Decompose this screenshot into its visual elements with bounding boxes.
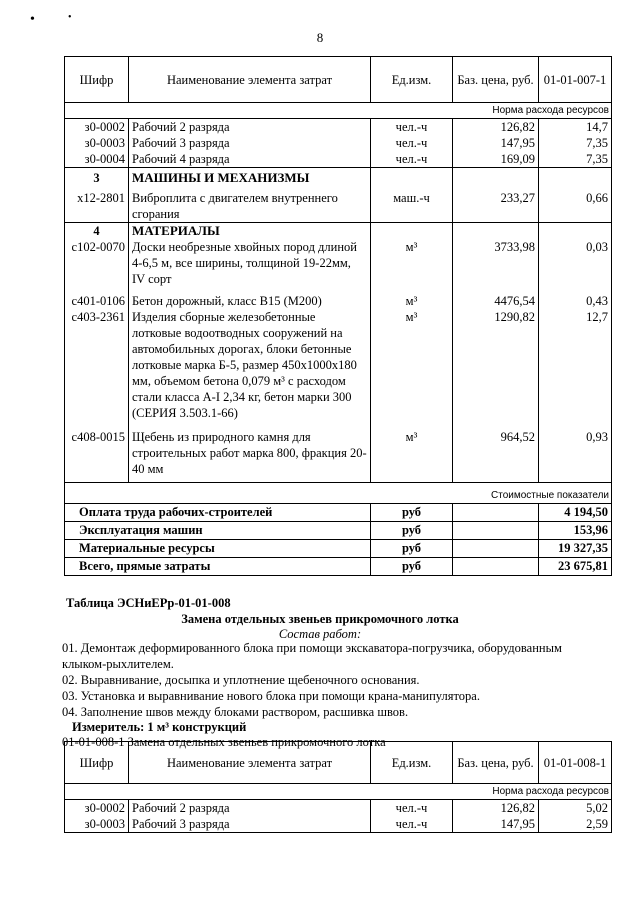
- header-name: Наименование элемента затрат: [129, 57, 371, 103]
- section-header-machines: 3 МАШИНЫ И МЕХАНИЗМЫ: [65, 168, 612, 187]
- table-row: с102-0070 Доски необрезные хвойных пород длиной 4-6,5 м, все ширины, толщиной 19-22мм, IV сорт м³ 3733,98 0,03: [65, 239, 612, 287]
- total-row: Материальные ресурсы руб 19 327,35: [65, 540, 612, 558]
- work-item: 01. Демонтаж деформированного блока при помощи экскаватора-погрузчика, оборудованным клыком-рыхлителем.: [62, 641, 562, 671]
- total-row: Эксплуатация машин руб 153,96: [65, 522, 612, 540]
- work-item: 04. Заполнение швов между блоками раствором, расшивка швов.: [62, 705, 409, 719]
- total-row: Оплата труда рабочих-строителей руб 4 194,50: [65, 504, 612, 522]
- table-row: з0-0002 Рабочий 2 разряда чел.-ч 126,82 14,7: [65, 119, 612, 136]
- table-row: з0-0002 Рабочий 2 разряда чел.-ч 126,82 5,02: [65, 800, 612, 817]
- table-subtitle: Замена отдельных звеньев прикромочного лотка: [181, 612, 459, 626]
- work-item: 03. Установка и выравнивание нового блока при помощи крана-манипулятора.: [62, 689, 480, 703]
- work-item: 02. Выравнивание, досыпка и уплотнение щебеночного основания.: [62, 673, 420, 687]
- header-code: Шифр: [65, 57, 129, 103]
- header-code: Шифр: [65, 742, 129, 784]
- norm-label: Норма расхода ресурсов: [65, 103, 612, 119]
- header-unit: Ед.изм.: [371, 57, 453, 103]
- code-line: 01-01-008-1 Замена отдельных звеньев прикромочного лотка: [62, 735, 386, 749]
- section-header-materials: 4 МАТЕРИАЛЫ: [65, 223, 612, 240]
- page-number: 8: [316, 30, 324, 45]
- works-title: Состав работ:: [278, 627, 362, 641]
- header-norm-code: 01-01-007-1: [539, 57, 612, 103]
- table-row: с403-2361 Изделия сборные железобетонные лотковые водоотводных сооружений на автомобильных дорогах, блоки бетонные лотковые марка Б-5, размер 450х1000х180 мм, объемом бетона 0,079 м³ с расходом стали класса А-I 2,34 кг, бетон марки 300 (СЕРИЯ 3.503.1-66) м³ 1290,82 12,7: [65, 309, 612, 421]
- resource-table-1: [64, 56, 612, 576]
- header-name: Наименование элемента затрат: [129, 742, 371, 784]
- norm-label: Норма расхода ресурсов: [65, 784, 612, 800]
- header-unit: Ед.изм.: [371, 742, 453, 784]
- header-price: Баз. цена, руб.: [453, 57, 539, 103]
- total-row: Всего, прямые затраты руб 23 675,81: [65, 558, 612, 576]
- table-title: Таблица ЭСНиЕРр-01-01-008: [66, 596, 231, 610]
- scan-mark: •: [68, 12, 72, 23]
- table-row: з0-0004 Рабочий 4 разряда чел.-ч 169,09 7,35: [65, 151, 612, 168]
- table-row: с401-0106 Бетон дорожный, класс В15 (М200) м³ 4476,54 0,43: [65, 287, 612, 309]
- table-row: х12-2801 Виброплита с двигателем внутреннего сгорания маш.-ч 233,27 0,66: [65, 186, 612, 223]
- resource-table-2: [64, 741, 612, 833]
- cost-label: Стоимостные показатели: [65, 483, 612, 504]
- table-row: с408-0015 Щебень из природного камня для строительных работ марка 800, фракция 20-40 мм м³ 964,52 0,93: [65, 421, 612, 483]
- table-row: з0-0003 Рабочий 3 разряда чел.-ч 147,95 7,35: [65, 135, 612, 151]
- scan-mark: •: [30, 12, 35, 27]
- header-price: Баз. цена, руб.: [453, 742, 539, 784]
- meter: Измеритель: 1 м³ конструкций: [72, 720, 247, 734]
- header-norm-code: 01-01-008-1: [539, 742, 612, 784]
- table-row: з0-0003 Рабочий 3 разряда чел.-ч 147,95 2,59: [65, 816, 612, 833]
